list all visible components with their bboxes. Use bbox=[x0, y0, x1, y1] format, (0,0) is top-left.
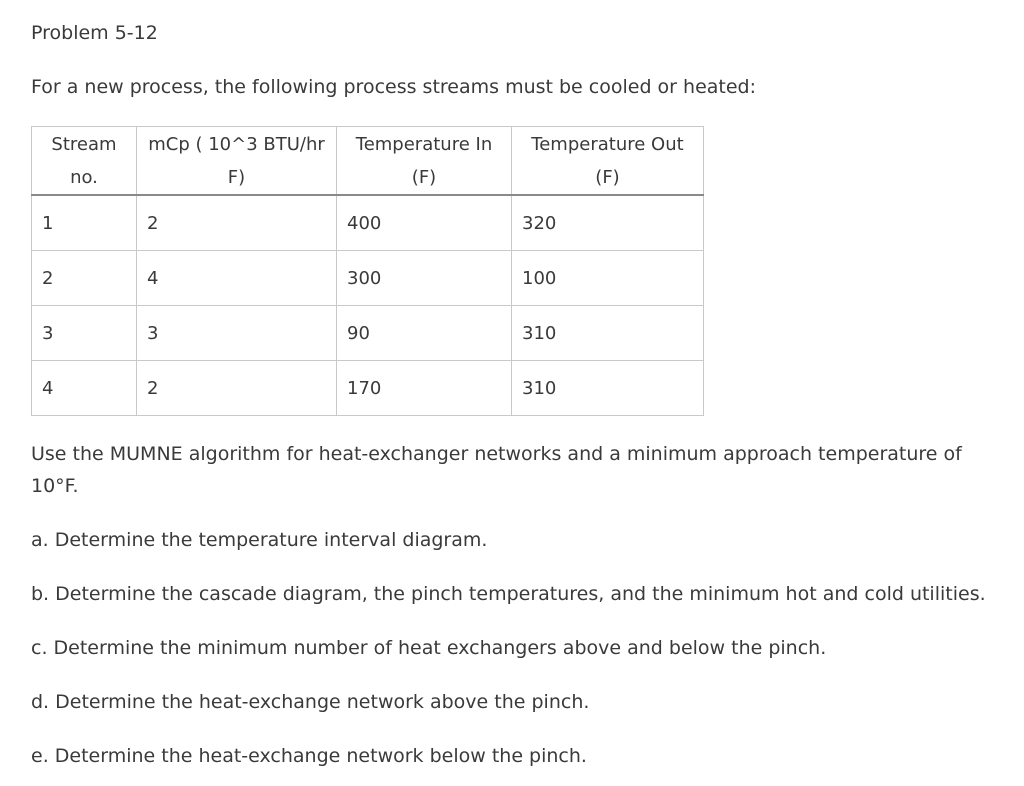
part-e-text: e. Determine the heat-exchange network below the pinch. bbox=[31, 745, 587, 767]
header-line: Temperature In bbox=[355, 134, 493, 155]
cell-temperature-out: 320 bbox=[512, 195, 704, 251]
header-line: (F) bbox=[411, 167, 437, 188]
cell-temperature-in: 170 bbox=[337, 361, 512, 416]
stream-table bbox=[31, 126, 704, 416]
header-temperature-out bbox=[512, 127, 704, 196]
cell-stream-no: 1 bbox=[32, 195, 137, 251]
header-temperature-in bbox=[337, 127, 512, 196]
part-c-text: c. Determine the minimum number of heat exchangers above and below the pinch. bbox=[31, 637, 827, 659]
header-line: no. bbox=[70, 167, 98, 188]
part-d-text: d. Determine the heat-exchange network above the pinch. bbox=[31, 691, 590, 713]
cell-mcp: 2 bbox=[137, 195, 337, 251]
header-line: Temperature Out bbox=[531, 134, 684, 155]
table-header-row bbox=[32, 127, 704, 196]
header-stream-no bbox=[32, 127, 137, 196]
table-row bbox=[32, 361, 704, 416]
cell-stream-no: 4 bbox=[32, 361, 137, 416]
header-line: Stream bbox=[51, 134, 117, 155]
cell-temperature-in: 90 bbox=[337, 306, 512, 361]
problem-title: Problem 5-12 bbox=[31, 22, 158, 44]
cell-temperature-in: 300 bbox=[337, 251, 512, 306]
part-a-text: a. Determine the temperature interval diagram. bbox=[31, 529, 488, 551]
part-b-text: b. Determine the cascade diagram, the pinch temperatures, and the minimum hot and cold utilities. bbox=[31, 583, 986, 605]
cell-temperature-out: 310 bbox=[512, 361, 704, 416]
intro-text: For a new process, the following process streams must be cooled or heated: bbox=[31, 76, 757, 98]
cell-temperature-in: 400 bbox=[337, 195, 512, 251]
table-row bbox=[32, 195, 704, 251]
cell-mcp: 4 bbox=[137, 251, 337, 306]
cell-temperature-out: 100 bbox=[512, 251, 704, 306]
table-row bbox=[32, 251, 704, 306]
cell-stream-no: 3 bbox=[32, 306, 137, 361]
table-row bbox=[32, 306, 704, 361]
header-mcp bbox=[137, 127, 337, 196]
header-line: F) bbox=[227, 167, 246, 188]
cell-stream-no: 2 bbox=[32, 251, 137, 306]
instructions-text: Use the MUMNE algorithm for heat-exchanger networks and a minimum approach temperature of 10°F. bbox=[31, 443, 962, 497]
header-line: (F) bbox=[595, 167, 620, 188]
cell-mcp: 2 bbox=[137, 361, 337, 416]
cell-temperature-out: 310 bbox=[512, 306, 704, 361]
header-line: mCp ( 10^3 BTU/hr bbox=[148, 134, 325, 155]
cell-mcp: 3 bbox=[137, 306, 337, 361]
